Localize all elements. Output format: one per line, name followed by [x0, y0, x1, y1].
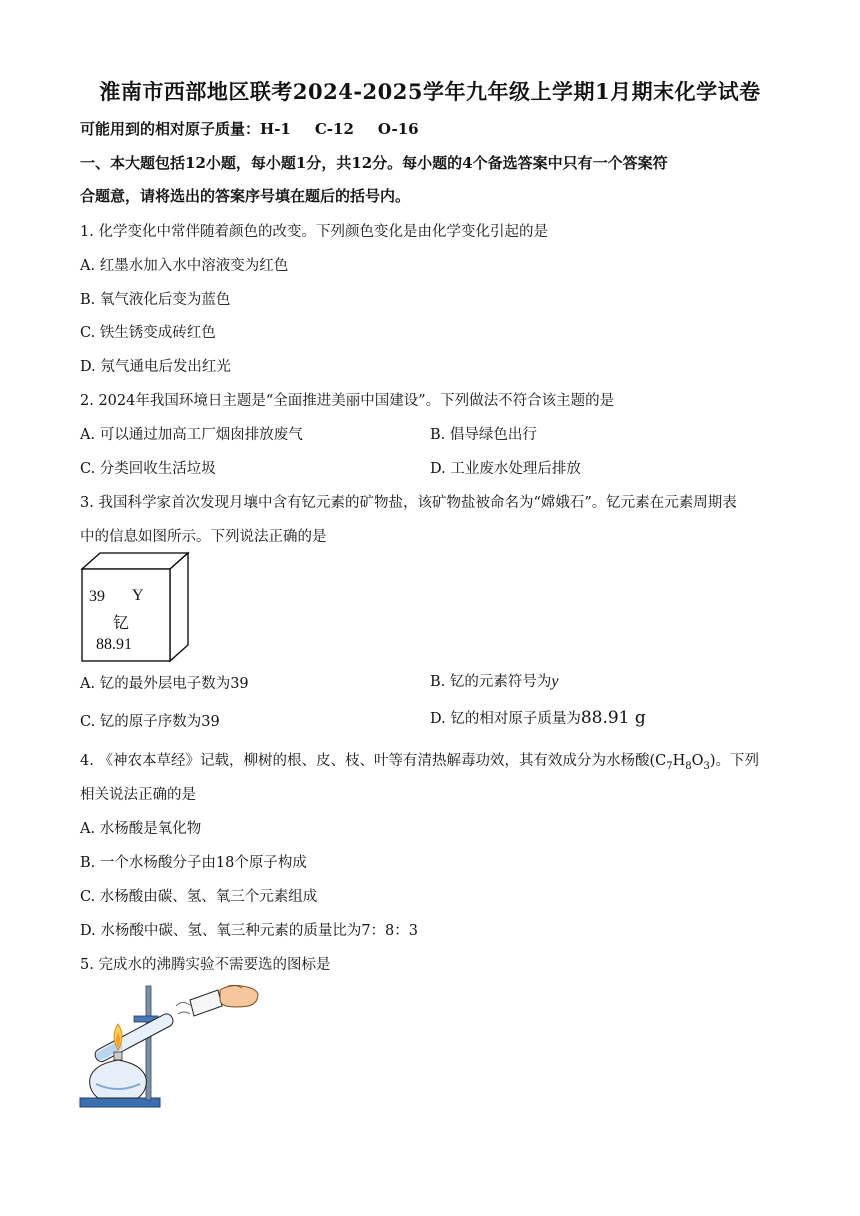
q4-stem-pre: 4. 《神农本草经》记载，柳树的根、皮、枝、叶等有清热解毒功效，其有效成分为水杨酸(C	[80, 753, 667, 769]
q2-option-c: C. 分类回收生活垃圾	[80, 461, 216, 477]
element-symbol: Y	[132, 587, 144, 604]
q4-sub-c: 7	[666, 760, 673, 772]
q3-option-b	[430, 670, 558, 691]
q1-stem: 1. 化学变化中常伴随着颜色的改变。下列颜色变化是由化学变化引起的是	[80, 224, 548, 240]
mass-c: C-12	[314, 120, 354, 138]
q5-stem: 5. 完成水的沸腾实验不需要选的图标是	[80, 957, 331, 973]
q4-sub-h: 8	[685, 760, 692, 772]
q4-option-a: A. 水杨酸是氧化物	[80, 821, 202, 837]
mass-h: H-1	[260, 120, 291, 138]
q3-option-b-text: B. 钇的元素符号为	[430, 674, 552, 690]
q3-option-d	[430, 707, 646, 728]
q3-option-d-text: D. 钇的相对原子质量为	[430, 711, 581, 727]
q4-stem-post: )。下列	[709, 753, 760, 769]
q1-option-a: A. 红墨水加入水中溶液变为红色	[80, 258, 289, 274]
q4-option-d: D. 水杨酸中碳、氢、氧三种元素的质量比为7：8：3	[80, 923, 419, 939]
q4-h: H	[672, 753, 686, 769]
element-name: 钇	[113, 615, 130, 632]
q4-stem-line1	[80, 749, 759, 772]
q4-option-c: C. 水杨酸由碳、氢、氧三个元素组成	[80, 889, 318, 905]
q3-option-a: A. 钇的最外层电子数为39	[80, 676, 249, 692]
boiling-apparatus-illustration	[78, 978, 260, 1112]
q4-o: O	[691, 753, 704, 769]
page-title: 淮南市西部地区联考2024-2025学年九年级上学期1月期末化学试卷	[99, 79, 761, 104]
section1-line1: 一、本大题包括12小题，每小题1分，共12分。每小题的4个备选答案中只有一个答案符	[80, 154, 668, 172]
q2-option-a: A. 可以通过加高工厂烟囱排放废气	[80, 427, 303, 443]
q4-sub-o: 3	[703, 760, 710, 772]
apparatus-drawing	[78, 978, 260, 1112]
q3-option-c: C. 钇的原子序数为39	[80, 714, 220, 730]
q1-option-c: C. 铁生锈变成砖红色	[80, 325, 216, 341]
q1-option-d: D. 氖气通电后发出红光	[80, 359, 231, 375]
q2-stem: 2. 2024年我国环境日主题是“全面推进美丽中国建设”。下列做法不符合该主题的是	[80, 393, 615, 409]
atomic-mass-line	[80, 118, 419, 139]
mass-o: O-16	[377, 120, 419, 138]
periodic-element-cube	[80, 551, 190, 663]
q2-option-d: D. 工业废水处理后排放	[430, 461, 581, 477]
q1-option-b: B. 氧气液化后变为蓝色	[80, 292, 231, 308]
section1-line2: 合题意，请将选出的答案序号填在题后的括号内。	[80, 187, 411, 205]
element-number: 39	[89, 588, 105, 605]
q3-stem-line1: 3. 我国科学家首次发现月壤中含有钇元素的矿物盐，该矿物盐被命名为“嫦娥石”。钇元素在元素周期表	[80, 495, 737, 511]
q4-stem-line2: 相关说法正确的是	[80, 787, 196, 803]
element-mass: 88.91	[96, 636, 132, 653]
q2-option-b: B. 倡导绿色出行	[430, 427, 537, 443]
q3-option-b-symbol: y	[551, 673, 559, 690]
q3-stem-line2: 中的信息如图所示。下列说法正确的是	[80, 529, 327, 545]
atomic-mass-label: 可能用到的相对原子质量：	[80, 120, 261, 138]
q4-option-b: B. 一个水杨酸分子由18个原子构成	[80, 855, 307, 871]
q3-option-d-value: 88.91 g	[580, 708, 646, 728]
